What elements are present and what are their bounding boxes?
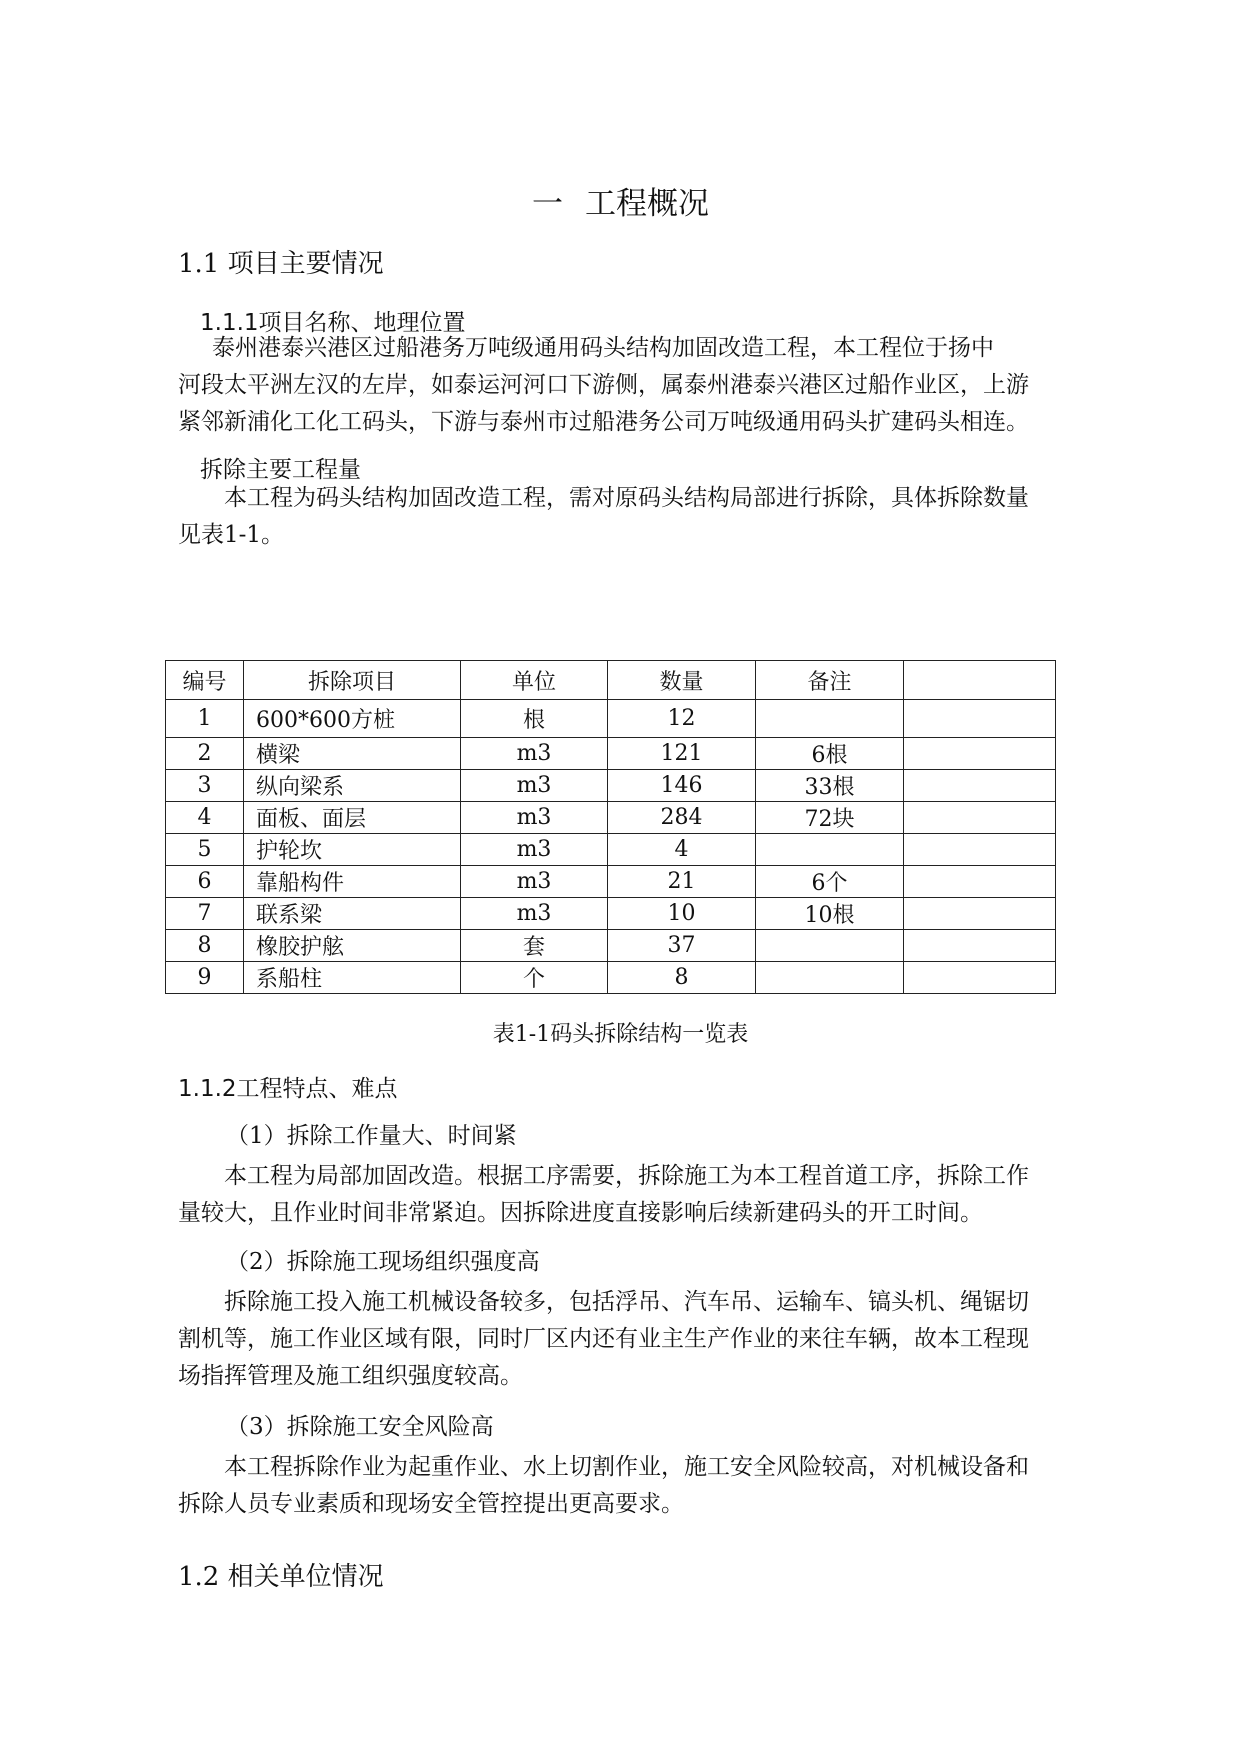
table-cell: m3 [461, 770, 608, 802]
table-cell: 4 [166, 802, 244, 834]
table-cell: 联系梁 [244, 898, 461, 930]
table-header-cell: 单位 [461, 661, 608, 700]
demolition-table [165, 660, 1056, 994]
table-caption: 表1-1码头拆除结构一览表 [492, 1022, 749, 1047]
table-cell: 72块 [756, 802, 904, 834]
paragraph-line: 拆除人员专业素质和现场安全管控提出更高要求。 [178, 1491, 684, 1517]
table-row [166, 770, 1056, 802]
table-cell: 6 [166, 866, 244, 898]
paragraph-location [178, 330, 1088, 441]
table-cell: 橡胶护舷 [244, 930, 461, 962]
table-row [166, 866, 1056, 898]
chapter-title [0, 178, 1241, 223]
table-cell: 37 [608, 930, 756, 962]
table-cell [904, 834, 1056, 866]
table-cell [904, 898, 1056, 930]
table-cell [756, 930, 904, 962]
table-cell: 12 [608, 700, 756, 738]
paragraph-line: 本工程为局部加固改造。根据工序需要，拆除施工为本工程首道工序，拆除工作 [224, 1163, 1029, 1189]
subsection-heading-1-1-2: 1.1.2工程特点、难点 [178, 1076, 398, 1102]
section-heading-1-1: 1.1 项目主要情况 [178, 249, 384, 279]
table-cell: 系船柱 [244, 962, 461, 994]
paragraph-line: 场指挥管理及施工组织强度较高。 [178, 1363, 523, 1389]
table-cell: 10 [608, 898, 756, 930]
table-cell: 33根 [756, 770, 904, 802]
point-2-title: （2）拆除施工现场组织强度高 [226, 1249, 540, 1275]
table-cell [756, 962, 904, 994]
table-cell: 2 [166, 738, 244, 770]
table-cell: m3 [461, 866, 608, 898]
point-2-text [178, 1284, 1088, 1395]
section-heading-1-2: 1.2 相关单位情况 [178, 1562, 384, 1592]
paragraph-line: 见表1-1。 [178, 522, 285, 548]
table-cell: 8 [166, 930, 244, 962]
table-header-cell: 备注 [756, 661, 904, 700]
table-cell: m3 [461, 898, 608, 930]
table-cell [904, 930, 1056, 962]
table-row [166, 898, 1056, 930]
table-cell: 10根 [756, 898, 904, 930]
table-cell [756, 700, 904, 738]
table-cell: m3 [461, 834, 608, 866]
table-row [166, 738, 1056, 770]
table-cell: 5 [166, 834, 244, 866]
paragraph-demolition [178, 480, 1088, 554]
table-cell [904, 802, 1056, 834]
table-cell: m3 [461, 738, 608, 770]
demolition-heading: 拆除主要工程量 [200, 457, 361, 483]
table-cell: 1 [166, 700, 244, 738]
paragraph-line: 河段太平洲左汉的左岸，如泰运河河口下游侧，属泰州港泰兴港区过船作业区，上游 [178, 372, 1029, 398]
paragraph-line: 紧邻新浦化工化工码头，下游与泰州市过船港务公司万吨级通用码头扩建码头相连。 [178, 409, 1029, 435]
table-cell: 6个 [756, 866, 904, 898]
paragraph-line: 本工程拆除作业为起重作业、水上切割作业，施工安全风险较高，对机械设备和 [224, 1454, 1029, 1480]
point-3-title: （3）拆除施工安全风险高 [226, 1414, 494, 1440]
table-cell: m3 [461, 802, 608, 834]
table-cell: 146 [608, 770, 756, 802]
table-cell: 横梁 [244, 738, 461, 770]
table-cell: 靠船构件 [244, 866, 461, 898]
table-cell [904, 962, 1056, 994]
table-cell: 6根 [756, 738, 904, 770]
table-row [166, 802, 1056, 834]
table-cell: 121 [608, 738, 756, 770]
table-cell: 护轮坎 [244, 834, 461, 866]
table-cell: 3 [166, 770, 244, 802]
table-cell [904, 866, 1056, 898]
table-cell [904, 700, 1056, 738]
subsection-heading-1-1-1: 1.1.1项目名称、地理位置 [200, 310, 466, 336]
table-cell: 面板、面层 [244, 802, 461, 834]
table-row [166, 930, 1056, 962]
table-cell [904, 738, 1056, 770]
point-3-text [178, 1449, 1088, 1523]
table-cell [756, 834, 904, 866]
table-row [166, 962, 1056, 994]
point-1-text [178, 1158, 1088, 1232]
paragraph-line: 量较大，且作业时间非常紧迫。因拆除进度直接影响后续新建码头的开工时间。 [178, 1200, 983, 1226]
point-1-title: （1）拆除工作量大、时间紧 [226, 1123, 517, 1149]
table-cell: 600*600方桩 [244, 700, 461, 738]
table-cell [904, 770, 1056, 802]
table-header-cell [904, 661, 1056, 700]
paragraph-line: 拆除施工投入施工机械设备较多，包括浮吊、汽车吊、运输车、镐头机、绳锯切 [224, 1289, 1029, 1315]
table-cell: 纵向梁系 [244, 770, 461, 802]
chapter-number: 一 [532, 186, 563, 222]
table-cell: 284 [608, 802, 756, 834]
table-row [166, 700, 1056, 738]
table-cell: 21 [608, 866, 756, 898]
table-cell: 套 [461, 930, 608, 962]
paragraph-line: 泰州港泰兴港区过船港务万吨级通用码头结构加固改造工程，本工程位于扬中 [212, 335, 994, 361]
table-cell: 7 [166, 898, 244, 930]
table-cell: 4 [608, 834, 756, 866]
table-cell: 根 [461, 700, 608, 738]
chapter-title-text: 工程概况 [585, 186, 709, 222]
table-cell: 9 [166, 962, 244, 994]
table-cell: 8 [608, 962, 756, 994]
table-header-cell: 拆除项目 [244, 661, 461, 700]
table-header-cell: 数量 [608, 661, 756, 700]
paragraph-line: 本工程为码头结构加固改造工程，需对原码头结构局部进行拆除，具体拆除数量 [224, 485, 1029, 511]
table-header-cell: 编号 [166, 661, 244, 700]
table-header-row [166, 661, 1056, 700]
table-cell: 个 [461, 962, 608, 994]
paragraph-line: 割机等，施工作业区域有限，同时厂区内还有业主生产作业的来往车辆，故本工程现 [178, 1326, 1029, 1352]
table-row [166, 834, 1056, 866]
